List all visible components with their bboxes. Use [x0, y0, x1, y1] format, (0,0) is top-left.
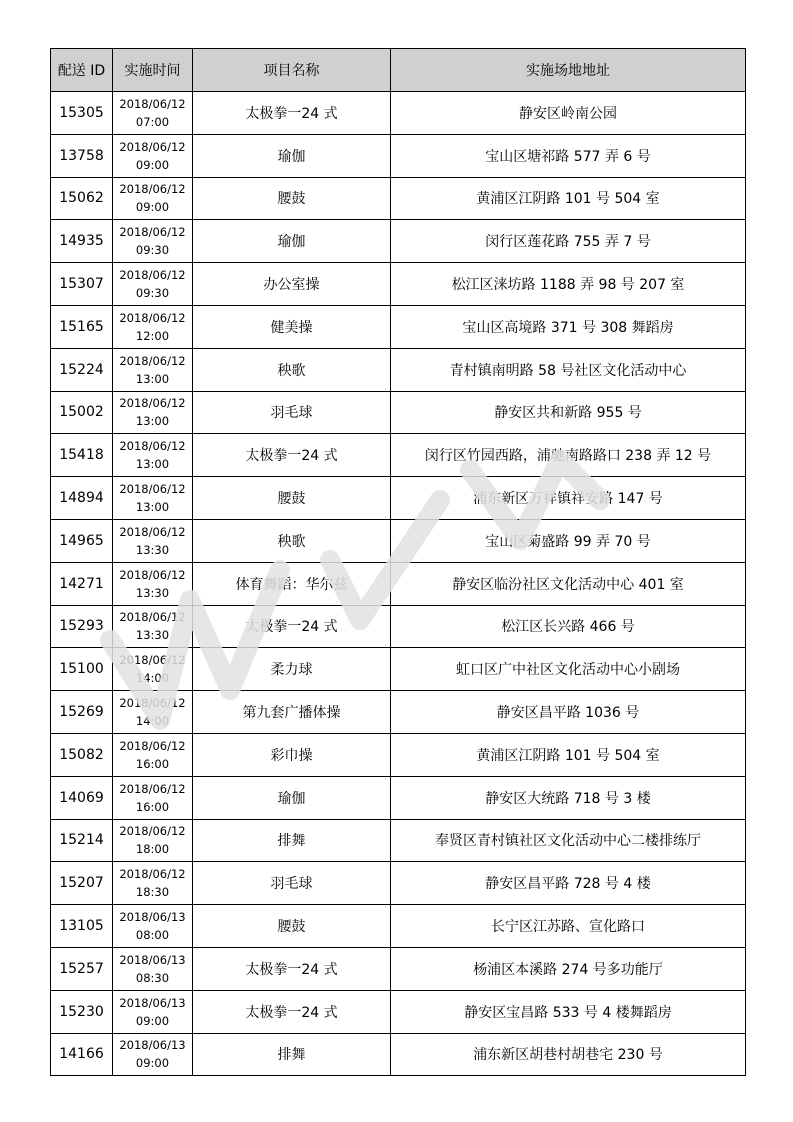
cell-time	[113, 562, 193, 605]
cell-id: 15293	[51, 605, 113, 648]
cell-address: 青村镇南明路 58 号社区文化活动中心	[391, 348, 746, 391]
cell-time	[113, 1033, 193, 1076]
cell-date: 2018/06/12	[119, 696, 186, 711]
cell-time	[113, 776, 193, 819]
table-row	[51, 776, 746, 819]
cell-time	[113, 862, 193, 905]
cell-id: 15269	[51, 691, 113, 734]
table-row	[51, 263, 746, 306]
cell-time	[113, 648, 193, 691]
cell-date: 2018/06/12	[119, 524, 186, 539]
cell-id: 14069	[51, 776, 113, 819]
cell-id: 15100	[51, 648, 113, 691]
table-row	[51, 305, 746, 348]
header-id: 配送 ID	[51, 49, 113, 92]
cell-address: 虹口区广中社区文化活动中心小剧场	[391, 648, 746, 691]
cell-date: 2018/06/12	[119, 182, 186, 197]
cell-name: 腰鼓	[193, 177, 391, 220]
table-row	[51, 477, 746, 520]
cell-name: 秧歌	[193, 519, 391, 562]
cell-date: 2018/06/12	[119, 96, 186, 111]
cell-clock-time: 16:00	[135, 756, 170, 771]
cell-name: 排舞	[193, 819, 391, 862]
cell-id: 14965	[51, 519, 113, 562]
cell-clock-time: 13:00	[135, 414, 170, 429]
table-row	[51, 819, 746, 862]
cell-id: 13105	[51, 905, 113, 948]
cell-time	[113, 92, 193, 135]
cell-date: 2018/06/12	[119, 867, 186, 882]
cell-time	[113, 220, 193, 263]
cell-date: 2018/06/12	[119, 738, 186, 753]
cell-clock-time: 13:30	[135, 542, 170, 557]
cell-date: 2018/06/12	[119, 396, 186, 411]
cell-time	[113, 947, 193, 990]
cell-date: 2018/06/12	[119, 610, 186, 625]
cell-date: 2018/06/12	[119, 653, 186, 668]
cell-address: 静安区昌平路 728 号 4 楼	[391, 862, 746, 905]
cell-id: 13758	[51, 134, 113, 177]
cell-date: 2018/06/12	[119, 268, 186, 283]
cell-time	[113, 605, 193, 648]
cell-date: 2018/06/12	[119, 310, 186, 325]
cell-time	[113, 391, 193, 434]
header-time: 实施时间	[113, 49, 193, 92]
cell-address: 静安区共和新路 955 号	[391, 391, 746, 434]
header-name: 项目名称	[193, 49, 391, 92]
cell-clock-time: 13:00	[135, 500, 170, 515]
cell-clock-time: 09:00	[135, 200, 170, 215]
cell-address: 浦东新区万祥镇祥安路 147 号	[391, 477, 746, 520]
cell-name: 太极拳一24 式	[193, 434, 391, 477]
cell-address: 静安区昌平路 1036 号	[391, 691, 746, 734]
cell-name: 第九套广播体操	[193, 691, 391, 734]
cell-id: 15307	[51, 263, 113, 306]
cell-date: 2018/06/12	[119, 482, 186, 497]
cell-address: 静安区大统路 718 号 3 楼	[391, 776, 746, 819]
cell-time	[113, 434, 193, 477]
cell-clock-time: 08:30	[135, 970, 170, 985]
cell-clock-time: 13:00	[135, 457, 170, 472]
cell-address: 黄浦区江阴路 101 号 504 室	[391, 177, 746, 220]
cell-date: 2018/06/13	[119, 995, 186, 1010]
table-row	[51, 691, 746, 734]
cell-address: 闵行区竹园西路，浦驰南路路口 238 弄 12 号	[391, 434, 746, 477]
cell-clock-time: 14:00	[135, 671, 170, 686]
cell-name: 太极拳一24 式	[193, 92, 391, 135]
cell-date: 2018/06/13	[119, 952, 186, 967]
table-row	[51, 519, 746, 562]
cell-id: 15257	[51, 947, 113, 990]
table-row	[51, 990, 746, 1033]
cell-date: 2018/06/12	[119, 439, 186, 454]
cell-address: 宝山区高境路 371 号 308 舞蹈房	[391, 305, 746, 348]
cell-date: 2018/06/12	[119, 824, 186, 839]
cell-id: 15305	[51, 92, 113, 135]
cell-clock-time: 08:00	[135, 928, 170, 943]
cell-name: 秧歌	[193, 348, 391, 391]
table-body	[51, 92, 746, 1076]
cell-name: 排舞	[193, 1033, 391, 1076]
cell-clock-time: 09:30	[135, 286, 170, 301]
cell-id: 14271	[51, 562, 113, 605]
cell-time	[113, 134, 193, 177]
cell-date: 2018/06/12	[119, 353, 186, 368]
table-row	[51, 862, 746, 905]
table-row	[51, 391, 746, 434]
cell-clock-time: 09:00	[135, 157, 170, 172]
cell-time	[113, 305, 193, 348]
cell-clock-time: 09:00	[135, 1013, 170, 1028]
table-row	[51, 348, 746, 391]
cell-time	[113, 348, 193, 391]
cell-name: 瑜伽	[193, 134, 391, 177]
cell-time	[113, 691, 193, 734]
cell-name: 羽毛球	[193, 391, 391, 434]
cell-address: 奉贤区青村镇社区文化活动中心二楼排练厅	[391, 819, 746, 862]
cell-name: 瑜伽	[193, 220, 391, 263]
table-row	[51, 648, 746, 691]
cell-name: 腰鼓	[193, 477, 391, 520]
cell-name: 腰鼓	[193, 905, 391, 948]
table-row	[51, 605, 746, 648]
cell-address: 浦东新区胡巷村胡巷宅 230 号	[391, 1033, 746, 1076]
cell-name: 羽毛球	[193, 862, 391, 905]
cell-id: 15002	[51, 391, 113, 434]
cell-date: 2018/06/13	[119, 1038, 186, 1053]
cell-id: 14935	[51, 220, 113, 263]
cell-clock-time: 18:30	[135, 885, 170, 900]
cell-time	[113, 819, 193, 862]
cell-id: 15418	[51, 434, 113, 477]
cell-time	[113, 990, 193, 1033]
cell-time	[113, 733, 193, 776]
cell-address: 杨浦区本溪路 274 号多功能厅	[391, 947, 746, 990]
cell-name: 太极拳一24 式	[193, 947, 391, 990]
cell-clock-time: 14:00	[135, 714, 170, 729]
cell-address: 静安区临汾社区文化活动中心 401 室	[391, 562, 746, 605]
cell-name: 柔力球	[193, 648, 391, 691]
cell-address: 闵行区莲花路 755 弄 7 号	[391, 220, 746, 263]
cell-clock-time: 09:00	[135, 1056, 170, 1071]
cell-clock-time: 09:30	[135, 243, 170, 258]
cell-id: 15207	[51, 862, 113, 905]
cell-address: 静安区宝昌路 533 号 4 楼舞蹈房	[391, 990, 746, 1033]
table-row	[51, 134, 746, 177]
cell-time	[113, 905, 193, 948]
table-row	[51, 905, 746, 948]
table-row	[51, 1033, 746, 1076]
table-row	[51, 177, 746, 220]
table-row	[51, 434, 746, 477]
cell-id: 15062	[51, 177, 113, 220]
cell-address: 黄浦区江阴路 101 号 504 室	[391, 733, 746, 776]
table-row	[51, 92, 746, 135]
cell-name: 太极拳一24 式	[193, 605, 391, 648]
cell-id: 15082	[51, 733, 113, 776]
cell-name: 彩巾操	[193, 733, 391, 776]
cell-date: 2018/06/12	[119, 225, 186, 240]
cell-clock-time: 13:30	[135, 628, 170, 643]
cell-address: 松江区涞坊路 1188 弄 98 号 207 室	[391, 263, 746, 306]
cell-name: 瑜伽	[193, 776, 391, 819]
header-address: 实施场地地址	[391, 49, 746, 92]
cell-date: 2018/06/12	[119, 567, 186, 582]
cell-clock-time: 13:00	[135, 371, 170, 386]
cell-address: 静安区岭南公园	[391, 92, 746, 135]
cell-clock-time: 13:30	[135, 585, 170, 600]
cell-id: 14166	[51, 1033, 113, 1076]
cell-clock-time: 07:00	[135, 114, 170, 129]
cell-address: 松江区长兴路 466 号	[391, 605, 746, 648]
cell-id: 14894	[51, 477, 113, 520]
cell-address: 宝山区菊盛路 99 弄 70 号	[391, 519, 746, 562]
cell-time	[113, 263, 193, 306]
cell-time	[113, 477, 193, 520]
cell-clock-time: 18:00	[135, 842, 170, 857]
cell-date: 2018/06/12	[119, 139, 186, 154]
cell-name: 健美操	[193, 305, 391, 348]
cell-clock-time: 12:00	[135, 328, 170, 343]
cell-time	[113, 177, 193, 220]
table-header-row	[51, 49, 746, 92]
cell-address: 长宁区江苏路、宣化路口	[391, 905, 746, 948]
cell-date: 2018/06/12	[119, 781, 186, 796]
table-row	[51, 562, 746, 605]
cell-address: 宝山区塘祁路 577 弄 6 号	[391, 134, 746, 177]
cell-date: 2018/06/13	[119, 910, 186, 925]
cell-name: 办公室操	[193, 263, 391, 306]
schedule-table	[50, 48, 746, 1076]
cell-id: 15165	[51, 305, 113, 348]
cell-clock-time: 16:00	[135, 799, 170, 814]
cell-name: 太极拳一24 式	[193, 990, 391, 1033]
table-row	[51, 733, 746, 776]
cell-id: 15230	[51, 990, 113, 1033]
cell-time	[113, 519, 193, 562]
cell-id: 15224	[51, 348, 113, 391]
table-row	[51, 947, 746, 990]
table-row	[51, 220, 746, 263]
cell-id: 15214	[51, 819, 113, 862]
cell-name: 体育舞蹈：华尔兹	[193, 562, 391, 605]
